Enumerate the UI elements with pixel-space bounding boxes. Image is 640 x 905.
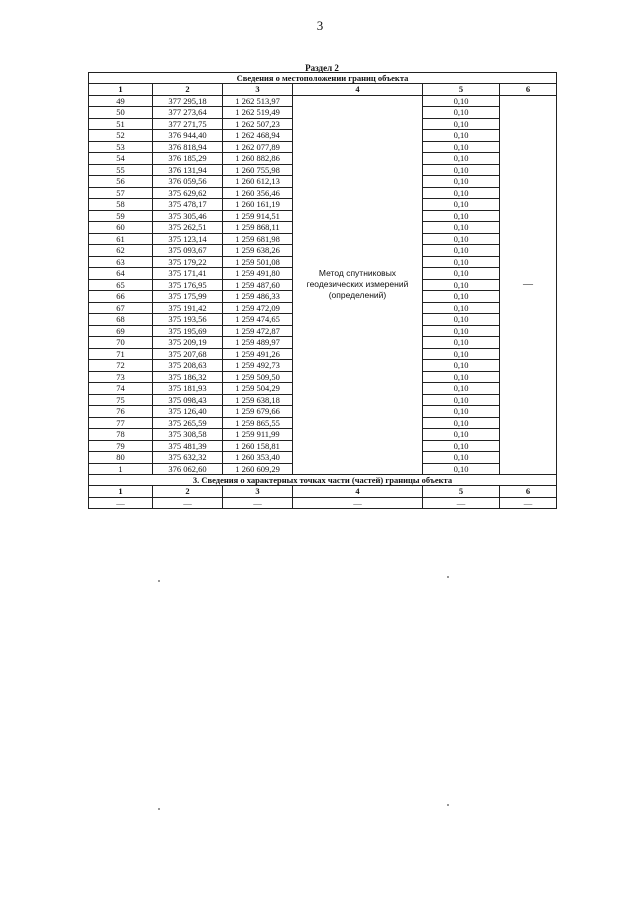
accuracy-value: 0,10 xyxy=(423,141,500,153)
table2-dash: — xyxy=(223,497,293,509)
point-number: 68 xyxy=(89,314,153,326)
table2-header-row xyxy=(89,486,557,498)
coordinate-y: 1 259 491,26 xyxy=(223,348,293,360)
coordinate-x: 375 207,68 xyxy=(153,348,223,360)
coordinate-x: 375 098,43 xyxy=(153,394,223,406)
table2-header-4: 4 xyxy=(293,486,423,498)
coordinate-y: 1 259 474,65 xyxy=(223,314,293,326)
table1-header-1: 1 xyxy=(89,84,153,96)
point-number: 51 xyxy=(89,118,153,130)
accuracy-value: 0,10 xyxy=(423,130,500,142)
coordinate-x: 375 179,22 xyxy=(153,256,223,268)
table1-title: Сведения о местоположении границ объекта xyxy=(89,73,557,84)
table2-dash: — xyxy=(153,497,223,509)
accuracy-value: 0,10 xyxy=(423,233,500,245)
scan-speck xyxy=(158,808,160,810)
table2-row xyxy=(89,497,557,509)
point-number: 69 xyxy=(89,325,153,337)
accuracy-value: 0,10 xyxy=(423,452,500,464)
coordinate-y: 1 259 914,51 xyxy=(223,210,293,222)
table2-header-5: 5 xyxy=(423,486,500,498)
point-number: 56 xyxy=(89,176,153,188)
coordinate-y: 1 259 865,55 xyxy=(223,417,293,429)
point-number: 76 xyxy=(89,406,153,418)
accuracy-value: 0,10 xyxy=(423,394,500,406)
coordinate-y: 1 259 679,66 xyxy=(223,406,293,418)
coordinate-y: 1 260 612,13 xyxy=(223,176,293,188)
coordinate-y: 1 260 353,40 xyxy=(223,452,293,464)
point-number: 62 xyxy=(89,245,153,257)
coordinate-y: 1 259 911,99 xyxy=(223,429,293,441)
accuracy-value: 0,10 xyxy=(423,187,500,199)
coordinate-x: 376 059,56 xyxy=(153,176,223,188)
table2-header-3: 3 xyxy=(223,486,293,498)
table2-header-1: 1 xyxy=(89,486,153,498)
accuracy-value: 0,10 xyxy=(423,153,500,165)
point-number: 75 xyxy=(89,394,153,406)
point-number: 52 xyxy=(89,130,153,142)
accuracy-value: 0,10 xyxy=(423,210,500,222)
point-number: 79 xyxy=(89,440,153,452)
coordinates-table xyxy=(88,72,557,509)
point-number: 77 xyxy=(89,417,153,429)
accuracy-value: 0,10 xyxy=(423,245,500,257)
coordinate-x: 376 131,94 xyxy=(153,164,223,176)
coordinate-x: 376 818,94 xyxy=(153,141,223,153)
accuracy-value: 0,10 xyxy=(423,371,500,383)
accuracy-value: 0,10 xyxy=(423,95,500,107)
point-number: 66 xyxy=(89,291,153,303)
accuracy-value: 0,10 xyxy=(423,325,500,337)
point-number: 74 xyxy=(89,383,153,395)
coordinate-y: 1 259 638,26 xyxy=(223,245,293,257)
coordinate-x: 377 273,64 xyxy=(153,107,223,119)
point-number: 78 xyxy=(89,429,153,441)
coordinate-x: 375 175,99 xyxy=(153,291,223,303)
coordinate-y: 1 262 077,89 xyxy=(223,141,293,153)
table2-dash: — xyxy=(423,497,500,509)
coordinate-y: 1 260 882,86 xyxy=(223,153,293,165)
table2-header-2: 2 xyxy=(153,486,223,498)
coordinate-y: 1 259 491,80 xyxy=(223,268,293,280)
coordinate-x: 375 208,63 xyxy=(153,360,223,372)
scan-speck xyxy=(447,804,449,806)
point-number: 60 xyxy=(89,222,153,234)
coordinate-x: 375 308,58 xyxy=(153,429,223,441)
point-number: 54 xyxy=(89,153,153,165)
accuracy-value: 0,10 xyxy=(423,360,500,372)
point-number: 61 xyxy=(89,233,153,245)
coordinate-x: 376 185,29 xyxy=(153,153,223,165)
coordinate-y: 1 262 507,23 xyxy=(223,118,293,130)
accuracy-value: 0,10 xyxy=(423,268,500,280)
coordinate-x: 376 062,60 xyxy=(153,463,223,475)
point-number: 70 xyxy=(89,337,153,349)
coordinate-y: 1 262 468,94 xyxy=(223,130,293,142)
point-number: 72 xyxy=(89,360,153,372)
table2-title: 3. Сведения о характерных точках части (частей) границы объекта xyxy=(89,475,557,486)
table2-header-6: 6 xyxy=(500,486,557,498)
table2-dash: — xyxy=(89,497,153,509)
point-number: 57 xyxy=(89,187,153,199)
coordinate-x: 377 271,75 xyxy=(153,118,223,130)
coordinate-x: 375 186,32 xyxy=(153,371,223,383)
coordinate-x: 375 209,19 xyxy=(153,337,223,349)
point-number: 65 xyxy=(89,279,153,291)
coordinate-y: 1 259 492,73 xyxy=(223,360,293,372)
coordinate-y: 1 260 356,46 xyxy=(223,187,293,199)
coordinate-y: 1 262 513,97 xyxy=(223,95,293,107)
section-title: Раздел 2 xyxy=(305,63,339,73)
coordinate-x: 375 478,17 xyxy=(153,199,223,211)
accuracy-value: 0,10 xyxy=(423,222,500,234)
point-number: 49 xyxy=(89,95,153,107)
coordinate-x: 375 632,32 xyxy=(153,452,223,464)
accuracy-value: 0,10 xyxy=(423,279,500,291)
accuracy-value: 0,10 xyxy=(423,199,500,211)
point-number: 63 xyxy=(89,256,153,268)
coordinate-x: 375 195,69 xyxy=(153,325,223,337)
point-number: 59 xyxy=(89,210,153,222)
coordinate-y: 1 259 501,08 xyxy=(223,256,293,268)
page-number: 3 xyxy=(316,18,324,33)
coordinate-x: 375 193,56 xyxy=(153,314,223,326)
table1-header-4: 4 xyxy=(293,84,423,96)
coordinate-y: 1 260 755,98 xyxy=(223,164,293,176)
table2-title-row xyxy=(89,475,557,486)
point-number: 67 xyxy=(89,302,153,314)
point-number: 53 xyxy=(89,141,153,153)
coordinate-x: 375 123,14 xyxy=(153,233,223,245)
coordinate-y: 1 259 509,50 xyxy=(223,371,293,383)
accuracy-value: 0,10 xyxy=(423,463,500,475)
accuracy-value: 0,10 xyxy=(423,118,500,130)
coordinate-y: 1 259 472,87 xyxy=(223,325,293,337)
point-number: 55 xyxy=(89,164,153,176)
coordinate-x: 376 944,40 xyxy=(153,130,223,142)
point-number: 50 xyxy=(89,107,153,119)
accuracy-value: 0,10 xyxy=(423,107,500,119)
scan-speck xyxy=(158,580,160,582)
coordinate-y: 1 259 486,33 xyxy=(223,291,293,303)
coordinate-x: 375 126,40 xyxy=(153,406,223,418)
coordinate-y: 1 259 504,29 xyxy=(223,383,293,395)
accuracy-value: 0,10 xyxy=(423,417,500,429)
coordinate-y: 1 259 487,60 xyxy=(223,279,293,291)
coordinate-x: 375 181,93 xyxy=(153,383,223,395)
table1-header-5: 5 xyxy=(423,84,500,96)
accuracy-value: 0,10 xyxy=(423,429,500,441)
coordinate-y: 1 262 519,49 xyxy=(223,107,293,119)
method-cell: Метод спутниковых геодезических измерений (определений) xyxy=(293,95,423,475)
coordinate-x: 375 265,59 xyxy=(153,417,223,429)
coordinate-y: 1 259 681,98 xyxy=(223,233,293,245)
table1-header-2: 2 xyxy=(153,84,223,96)
coordinate-x: 375 191,42 xyxy=(153,302,223,314)
coordinate-y: 1 259 638,18 xyxy=(223,394,293,406)
coordinate-x: 375 176,95 xyxy=(153,279,223,291)
coordinate-x: 375 171,41 xyxy=(153,268,223,280)
coordinate-x: 377 295,18 xyxy=(153,95,223,107)
point-number: 1 xyxy=(89,463,153,475)
accuracy-value: 0,10 xyxy=(423,348,500,360)
point-number: 64 xyxy=(89,268,153,280)
accuracy-value: 0,10 xyxy=(423,337,500,349)
scan-speck xyxy=(447,576,449,578)
accuracy-value: 0,10 xyxy=(423,383,500,395)
accuracy-value: 0,10 xyxy=(423,440,500,452)
point-number: 80 xyxy=(89,452,153,464)
point-number: 71 xyxy=(89,348,153,360)
point-number: 73 xyxy=(89,371,153,383)
accuracy-value: 0,10 xyxy=(423,164,500,176)
coordinate-y: 1 259 472,09 xyxy=(223,302,293,314)
table-row xyxy=(89,95,557,107)
accuracy-value: 0,10 xyxy=(423,302,500,314)
coordinate-x: 375 262,51 xyxy=(153,222,223,234)
coordinate-x: 375 093,67 xyxy=(153,245,223,257)
coordinate-x: 375 305,46 xyxy=(153,210,223,222)
accuracy-value: 0,10 xyxy=(423,256,500,268)
coordinate-y: 1 260 158,81 xyxy=(223,440,293,452)
coordinate-x: 375 481,39 xyxy=(153,440,223,452)
coordinate-y: 1 260 161,19 xyxy=(223,199,293,211)
table1-header-3: 3 xyxy=(223,84,293,96)
coordinate-x: 375 629,62 xyxy=(153,187,223,199)
table2-dash: — xyxy=(293,497,423,509)
col6-dash-cell: — xyxy=(500,95,557,475)
accuracy-value: 0,10 xyxy=(423,406,500,418)
accuracy-value: 0,10 xyxy=(423,291,500,303)
coordinate-y: 1 260 609,29 xyxy=(223,463,293,475)
table2-dash: — xyxy=(500,497,557,509)
accuracy-value: 0,10 xyxy=(423,314,500,326)
point-number: 58 xyxy=(89,199,153,211)
coordinate-y: 1 259 489,97 xyxy=(223,337,293,349)
accuracy-value: 0,10 xyxy=(423,176,500,188)
coordinate-y: 1 259 868,11 xyxy=(223,222,293,234)
table1-header-6: 6 xyxy=(500,84,557,96)
